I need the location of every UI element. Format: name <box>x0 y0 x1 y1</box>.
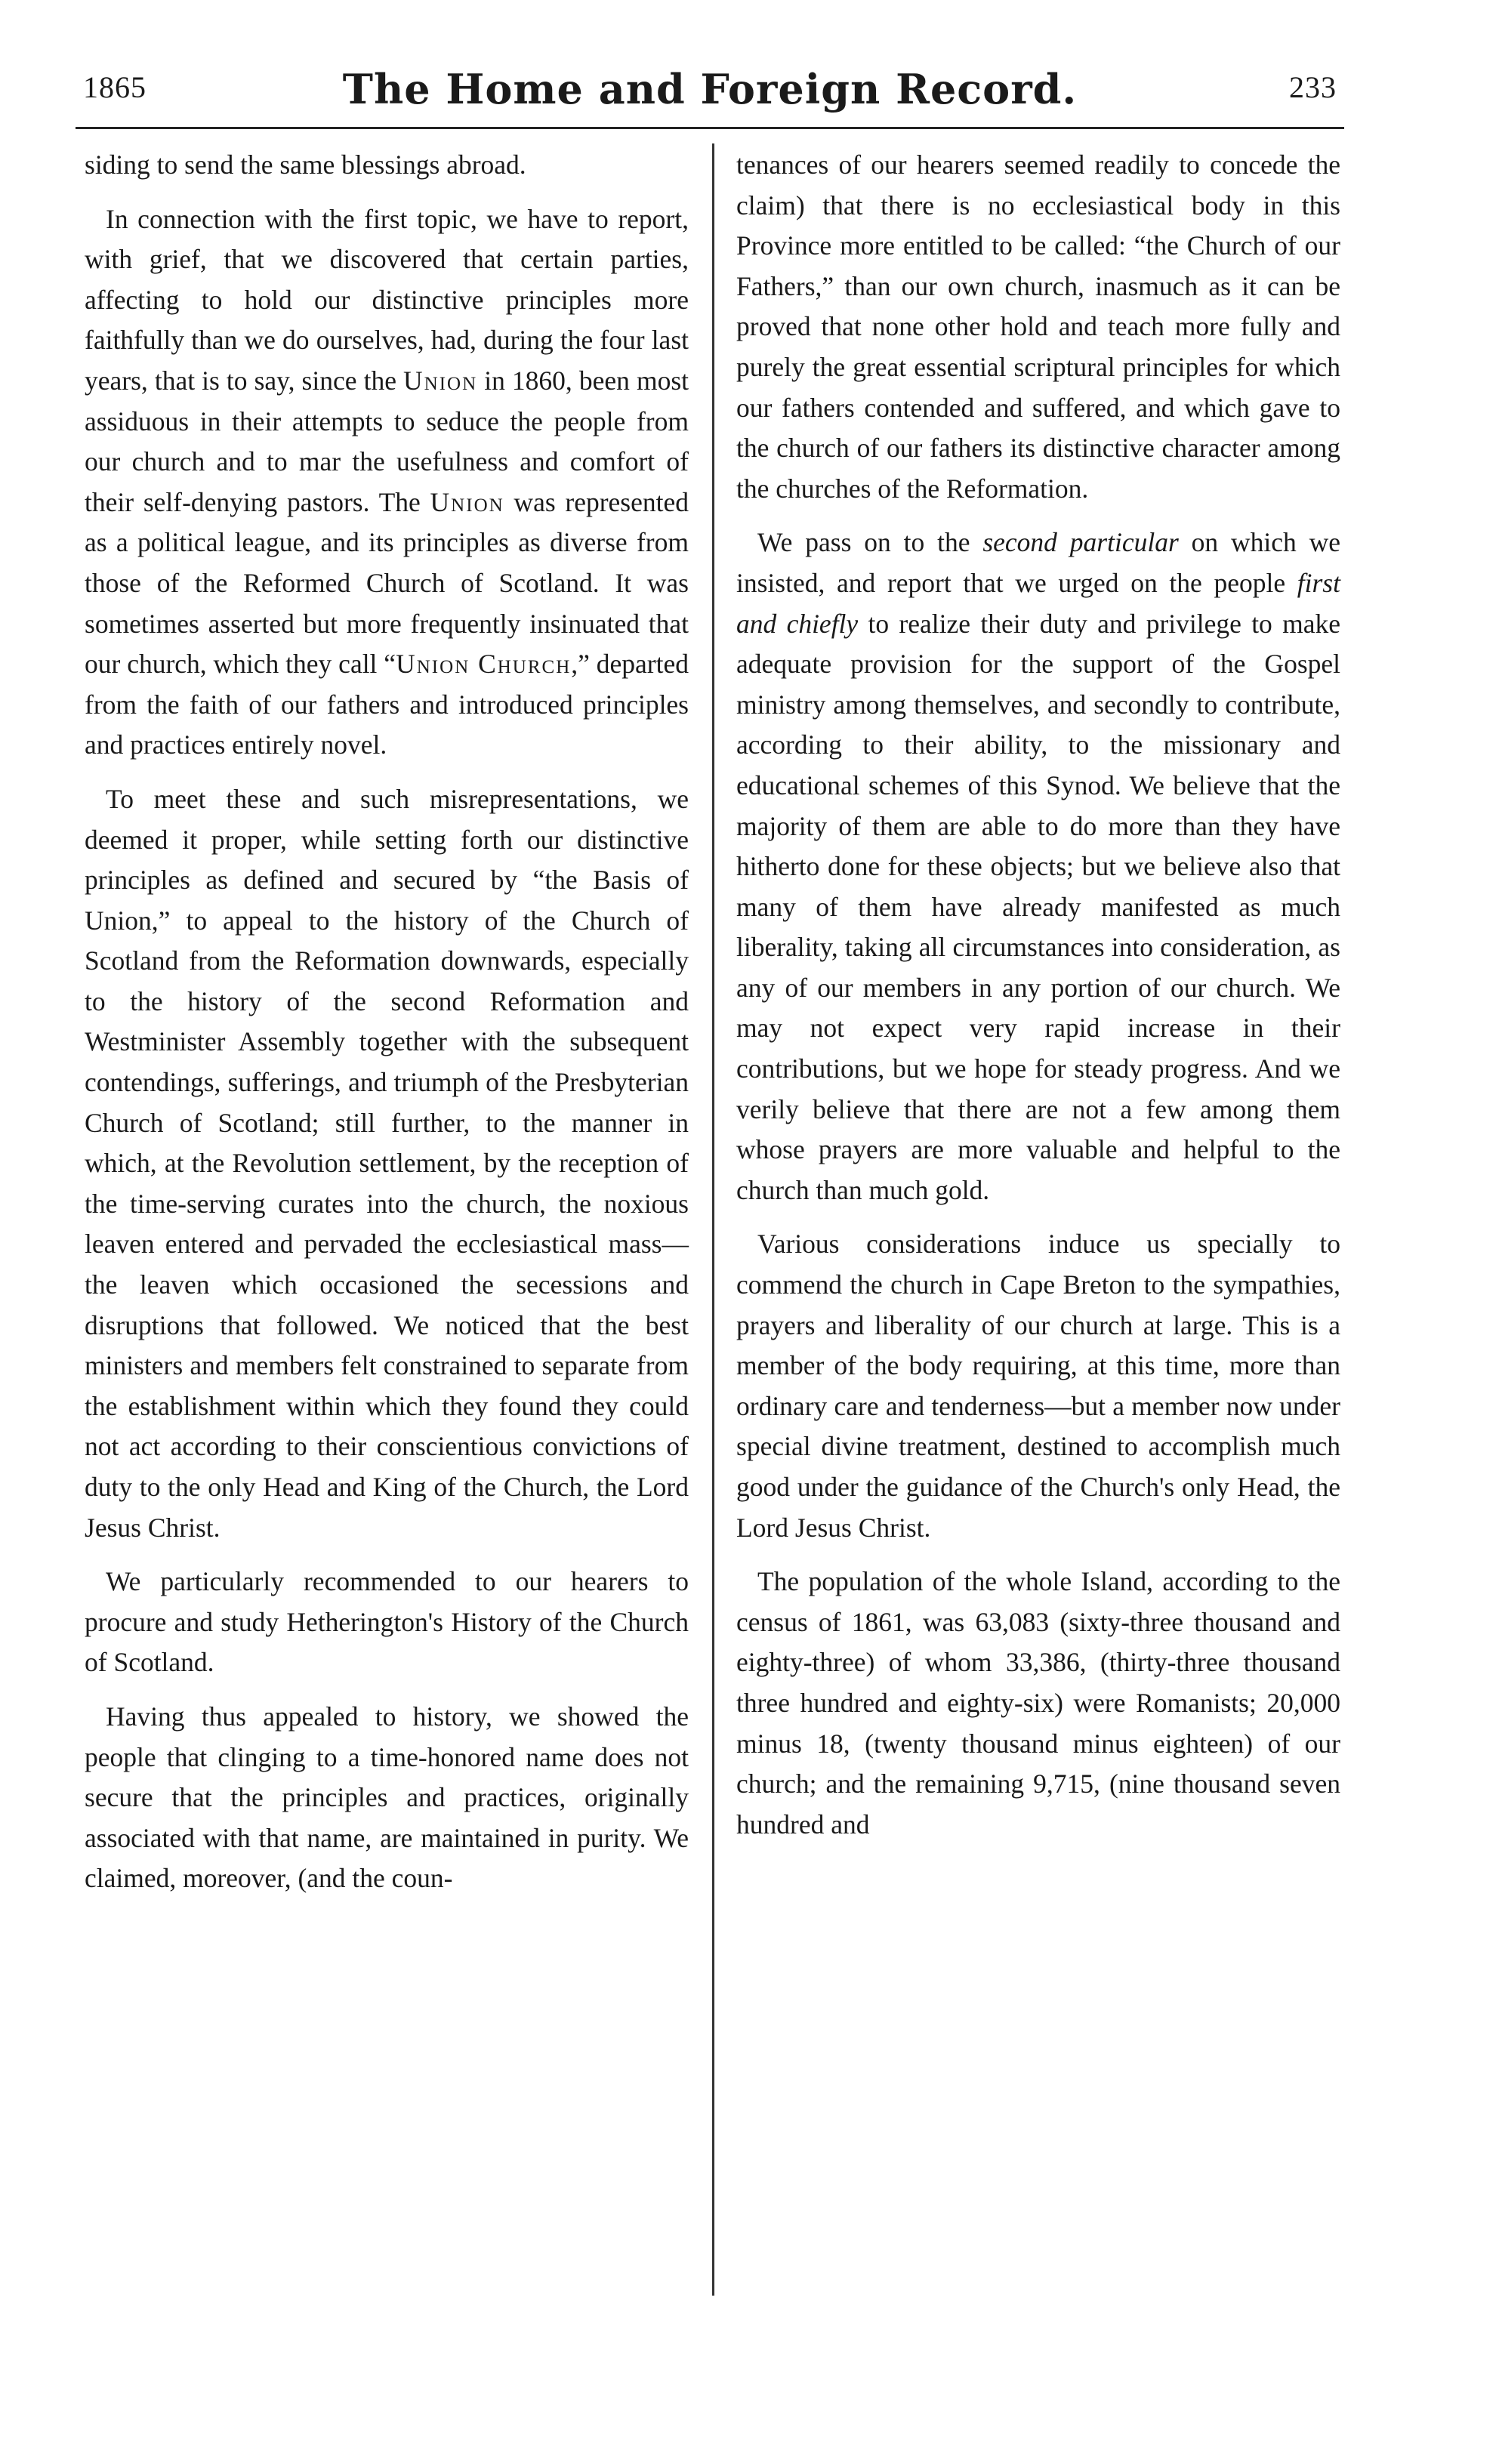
left-paragraph-1: siding to send the same blessings abroad. <box>85 150 526 180</box>
column-divider <box>712 143 714 2296</box>
right-p2-text-a: We pass on to the <box>757 527 983 558</box>
first-and-chiefly-italic: first and chiefly <box>736 567 1340 639</box>
left-p2-text-b: in 1860, been most assiduous in their attempts to seduce the people from our church and to mar the usefulness and comfort of their self-denying pastors. The <box>85 365 689 517</box>
left-p2-text-a: In connection with the first topic, we have to report, with grief, that we discovered that certain parties, affecting to hold our distinctive principles more faithfully than we do ourselves, had, during the four last years, that is to say, since the <box>85 203 689 396</box>
running-head <box>83 65 1337 122</box>
left-p2-text-c: was represented as a political league, and its principles as diverse from those of the Reformed Church of Scotland. It was sometimes asserted but more frequently insinuated that our church, which they call “ <box>85 486 689 680</box>
right-paragraph-1: tenances of our hearers seemed readily to concede the claim) that there is no ecclesiastical body in this Province more entitled to be called: “the Church of our Fathers,” than our own church, inasmuch as it can be proved that none other hold and teach more fully and purely the great essential scriptural principles for which our fathers contended and suffered, and which gave to the church of our fathers its distinctive character among the churches of the Reformation. <box>736 150 1340 504</box>
left-paragraph-4: We particularly recommended to our hearers to procure and study Hetherington's History of the Church of Scotland. <box>85 1566 689 1678</box>
left-paragraph-3: To meet these and such misrepresentations, we deemed it proper, while setting forth our distinctive principles as defined and secured by “the Basis of Union,” to appeal to the history of the Church of Scotland from the Reformation downwards, especially to the history of the second Reformation and Westminister Assembly together with the subsequent contendings, sufferings, and triumph of the Presbyterian Church of Scotland; still further, to the manner in which, at the Revolution settlement, by the reception of the time-serving curates into the church, the noxious leaven entered and pervaded the ecclesiastical mass—the leaven which occasioned the secessions and disruptions that followed. We noticed that the best ministers and members felt constrained to separate from the establishment within which they found they could not act according to their conscientious convictions of duty to the only Head and King of the Church, the Lord Jesus Christ. <box>85 783 689 1543</box>
left-p2-text-d: ,” departed from the faith of our fathers and introduced principles and practices entirely novel. <box>85 649 689 760</box>
union-smallcaps-1: Union <box>403 365 478 396</box>
header-year: 1865 <box>83 70 147 104</box>
right-paragraph-2 <box>736 523 1340 1210</box>
header-rule <box>76 127 1344 129</box>
left-column <box>85 145 689 1913</box>
union-smallcaps-2: Union <box>430 486 504 517</box>
right-paragraph-3: Various considerations induce us specially to commend the church in Cape Breton to the sympathies, prayers and liberality of our church at large. This is a member of the body requiring, at this time, more than ordinary care and tenderness—but a member now under special divine treatment, destined to accomplish much good under the guidance of the Church's only Head, the Lord Jesus Christ. <box>736 1229 1340 1543</box>
right-paragraph-4: The population of the whole Island, according to the census of 1861, was 63,083 (sixty-three thousand and eighty-three) of whom 33,386, (thirty-three thousand three hundred and eighty-six) were Romanists; 20,000 minus 18, (twenty thousand minus eighteen) of our church; and the remaining 9,715, (nine thousand seven hundred and <box>736 1566 1340 1840</box>
left-paragraph-2 <box>85 199 689 766</box>
left-paragraph-5: Having thus appealed to history, we showed the people that clinging to a time-honored name does not secure that the principles and practices, originally associated with that name, are maintained in purity. We claimed, moreover, (and the coun- <box>85 1701 689 1894</box>
union-church-smallcaps: Union Church <box>396 649 572 680</box>
page-number: 233 <box>1289 70 1337 104</box>
right-p2-text-c: to realize their duty and privilege to make adequate provision for the support of the Gospel ministry among themselves, and secondly to contribute, according to their ability, to the missionary and educational schemes of this Synod. We believe that the majority of them are able to do more than they have hitherto done for these objects; but we believe also that many of them have already manifested as much liberality, taking all circumstances into consideration, as any of our members in any portion of our church. We may not expect very rapid increase in their contributions, but we hope for steady progress. And we verily believe that there are not a few among them whose prayers are more valuable and helpful to the church than much gold. <box>736 608 1341 1205</box>
header-title: The Home and Foreign Record. <box>342 65 1078 113</box>
second-particular-italic: second particular <box>982 527 1179 558</box>
right-p2-text-b: on which we insisted, and report that we urged on the people <box>736 527 1340 598</box>
right-column <box>736 145 1340 1858</box>
